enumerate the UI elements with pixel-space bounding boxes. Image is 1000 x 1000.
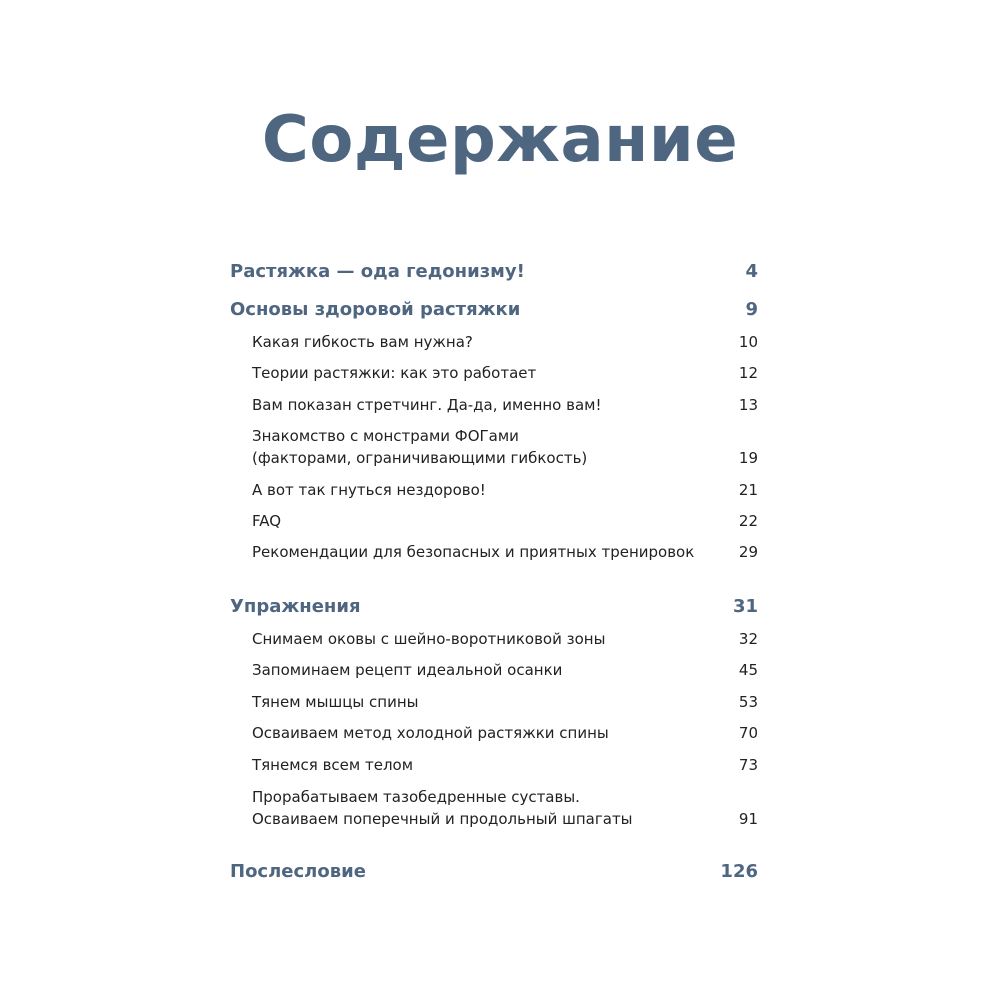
toc-section-entry <box>230 691 758 713</box>
toc-chapter-entry <box>230 299 758 321</box>
toc-section-title: Тянемся всем телом <box>252 756 414 774</box>
toc-section-title: Тянем мышцы спины <box>252 693 419 711</box>
toc-chapter-page: 126 <box>720 861 758 882</box>
toc-section-title-line2: Осваиваем поперечный и продольный шпагаты <box>252 810 633 828</box>
toc-section-title: Рекомендации для безопасных и приятных тренировок <box>252 543 695 561</box>
toc-chapter-entry <box>230 596 758 618</box>
toc-section-title <box>252 786 633 830</box>
toc-section-entry <box>230 510 758 532</box>
toc-section-entry <box>230 425 758 469</box>
toc-section-page: 12 <box>738 364 758 382</box>
toc-section-page: 73 <box>738 756 758 774</box>
toc-section-page: 70 <box>738 724 758 742</box>
toc-chapter-title: Упражнения <box>230 596 361 617</box>
toc-section-entry <box>230 479 758 501</box>
toc-chapter-entry <box>230 261 758 283</box>
toc-section-entry <box>230 659 758 681</box>
toc-section-entry <box>230 394 758 416</box>
toc-section-entry <box>230 722 758 744</box>
toc-section-page: 53 <box>738 693 758 711</box>
toc-section-page: 19 <box>738 449 758 467</box>
toc-section-entry <box>230 331 758 353</box>
toc-chapter-page: 9 <box>745 299 758 320</box>
toc-section-entry <box>230 362 758 384</box>
toc-chapter-page: 31 <box>732 596 758 617</box>
toc-section-title-line1: Знакомство с монстрами ФОГами <box>252 427 519 445</box>
toc-chapter-title: Растяжка — ода гедонизму! <box>230 261 525 282</box>
toc-section-page: 32 <box>738 630 758 648</box>
toc-section-title: Запоминаем рецепт идеальной осанки <box>252 661 563 679</box>
toc-section-entry <box>230 786 758 830</box>
toc-section-title: Вам показан стретчинг. Да-да, именно вам! <box>252 396 602 414</box>
toc-section-entry <box>230 541 758 563</box>
toc-section-page: 22 <box>738 512 758 530</box>
toc-section-page: 10 <box>738 333 758 351</box>
toc-chapter-entry <box>230 861 758 883</box>
toc-section-title: FAQ <box>252 512 282 530</box>
toc-section-entry <box>230 628 758 650</box>
toc-chapter-title: Послесловие <box>230 861 366 882</box>
toc-section-title-line2: (факторами, ограничивающими гибкость) <box>252 449 588 467</box>
toc-section-page: 29 <box>738 543 758 561</box>
toc-section-page: 45 <box>738 661 758 679</box>
toc-section-title-line1: Прорабатываем тазобедренные суставы. <box>252 788 580 806</box>
toc-section-page: 21 <box>738 481 758 499</box>
toc-section-title: Осваиваем метод холодной растяжки спины <box>252 724 609 742</box>
toc-chapter-title: Основы здоровой растяжки <box>230 299 521 320</box>
toc-section-title: А вот так гнуться нездорово! <box>252 481 486 499</box>
toc-section-page: 91 <box>738 810 758 828</box>
toc-section-title: Теории растяжки: как это работает <box>252 364 537 382</box>
page-title: Содержание <box>261 103 739 177</box>
toc-section-title <box>252 425 587 469</box>
toc-section-page: 13 <box>738 396 758 414</box>
toc-section-title: Какая гибкость вам нужна? <box>252 333 473 351</box>
toc-section-entry <box>230 754 758 776</box>
toc-chapter-page: 4 <box>745 261 758 282</box>
toc-section-title: Снимаем оковы с шейно-воротниковой зоны <box>252 630 606 648</box>
